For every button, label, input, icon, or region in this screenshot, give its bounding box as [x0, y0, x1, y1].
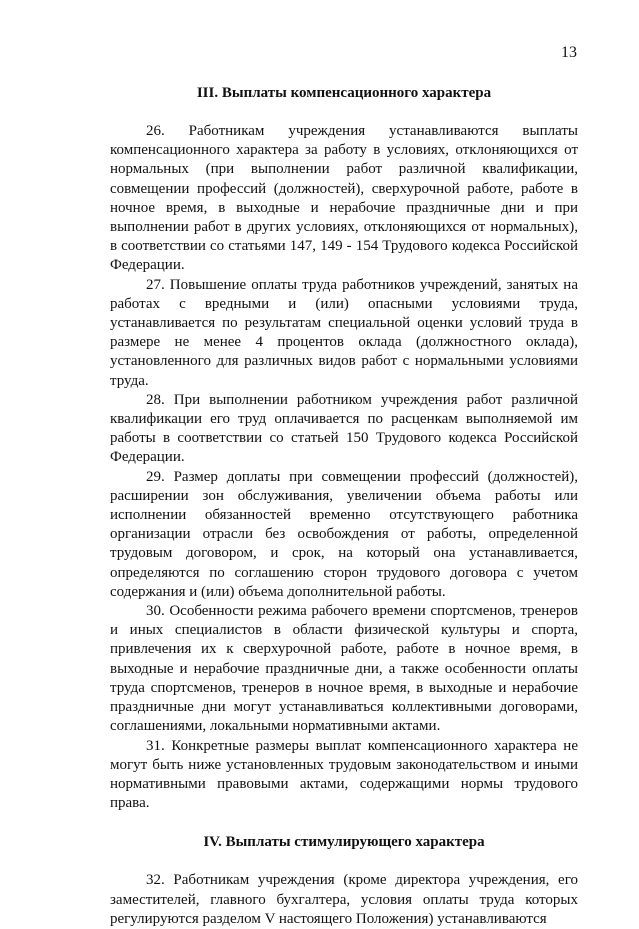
paragraph-31: 31. Конкретные размеры выплат компенсационного характера не могут быть ниже установленных трудовым законодательством и иными нормативными правовыми актами, содержащими нормы трудового права. [110, 737, 578, 812]
section-title-iv: IV. Выплаты стимулирующего характера [203, 834, 485, 851]
document-body [110, 84, 578, 929]
paragraph-30: 30. Особенности режима рабочего времени спортсменов, тренеров и иных специалистов в области физической культуры и спорта, привлечения их к сверхурочной работе, работе в ночное время, в выходные и нерабочие праздничные дни, а также особенности оплаты труда спортсменов, тренеров в ночное время, в выходные и нерабочие праздничные дни могут устанавливаться коллективными договорами, соглашениями, локальными нормативными актами. [110, 603, 578, 735]
page-number: 13 [561, 44, 577, 61]
paragraph-28: 28. При выполнении работником учреждения работ различной квалификации его труд оплачивается по расценкам выполняемой им работы в соответствии со статьей 150 Трудового кодекса Российской Федерации. [110, 391, 578, 466]
paragraph-26: 26. Работникам учреждения устанавливаются выплаты компенсационного характера за работу в условиях, отклоняющихся от нормальных (при выполнении работ различной квалификации, совмещении профессий (должностей), сверхурочной работе, работе в ночное время, в выходные и нерабочие праздничные дни и при выполнении работ в других условиях, отклоняющихся от нормальных), в соответствии со статьями 147, 149 - 154 Трудового кодекса Российской Федерации. [110, 123, 578, 274]
section-title-iii: III. Выплаты компенсационного характера [196, 85, 492, 101]
paragraph-29: 29. Размер доплаты при совмещении профессий (должностей), расширении зон обслуживания, увеличении объема работы или исполнении обязанностей временно отсутствующего работника организации отрасли без освобождения от работы, определенной трудовым договором, и срок, на который она устанавливается, определяются по соглашению сторон трудового договора с учетом содержания и (или) объема дополнительной работы. [110, 468, 578, 600]
paragraph-27: 27. Повышение оплаты труда работников учреждений, занятых на работах с вредными и (или) опасными условиями труда, устанавливается по результатам специальной оценки условий труда в размере не менее 4 процентов оклада (должностного оклада), установленного для различных видов работ с нормальными условиями труда. [110, 276, 578, 389]
paragraph-32: 32. Работникам учреждения (кроме директора учреждения, его заместителей, главного бухгалтера, условия оплаты труда которых регулируются разделом V настоящего Положения) устанавливаются [110, 872, 578, 927]
